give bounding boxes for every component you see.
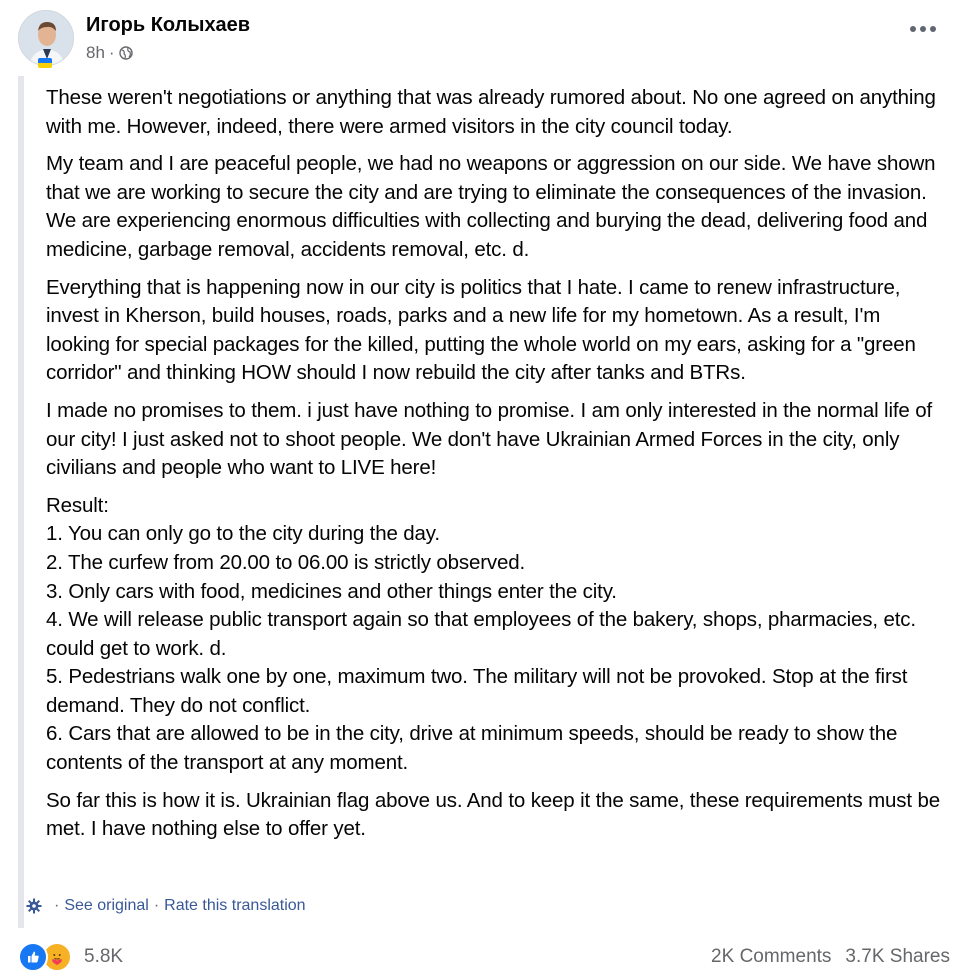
post-time[interactable]: 8h bbox=[86, 43, 105, 62]
list-item: 6. Cars that are allowed to be in the city, drive at minimum speeds, should be ready to show the contents of the transport at any moment. bbox=[46, 722, 898, 775]
more-options-icon[interactable] bbox=[910, 26, 936, 32]
result-list bbox=[46, 492, 940, 778]
post-stats bbox=[711, 946, 950, 968]
reaction-icons bbox=[18, 942, 72, 972]
author-name[interactable]: Игорь Колыхаев bbox=[86, 14, 251, 36]
closing-paragraph: So far this is how it is. Ukrainian flag above us. And to keep it the same, these requirements must be met. I have nothing else to offer yet. bbox=[46, 788, 940, 841]
separator-dot: · bbox=[108, 43, 115, 62]
comments-count[interactable]: 2K Comments bbox=[711, 946, 832, 967]
list-item: 2. The curfew from 20.00 to 06.00 is strictly observed. bbox=[46, 550, 526, 574]
ukraine-flag-icon bbox=[38, 58, 52, 68]
gear-icon[interactable] bbox=[26, 898, 42, 914]
list-item: 4. We will release public transport again so that employees of the bakery, shops, pharmacies, etc. could get to work. d. bbox=[46, 608, 916, 660]
paragraph-1: These weren't negotiations or anything that was already rumored about. No one agreed on anything with me. However, indeed, there were armed visitors in the city council today. bbox=[46, 86, 936, 138]
globe-icon bbox=[119, 46, 133, 60]
list-item: 5. Pedestrians walk one by one, maximum two. The military will not be provoked. Stop at the first demand. They do not conflict. bbox=[46, 665, 908, 717]
post-subline bbox=[86, 43, 250, 63]
translation-separator-dot: · bbox=[54, 897, 60, 914]
post-header bbox=[18, 10, 250, 70]
list-item: 3. Only cars with food, medicines and other things enter the city. bbox=[46, 579, 617, 603]
post-body bbox=[18, 76, 946, 928]
reaction-count: 5.8K bbox=[84, 946, 124, 967]
translation-separator-dot: · bbox=[153, 897, 160, 914]
result-heading: Result: bbox=[46, 493, 109, 517]
paragraph-2: My team and I are peaceful people, we had no weapons or aggression on our side. We have shown that we are working to secure the city and are trying to eliminate the consequences of the invasion. We are experiencing enormous difficulties with collecting and burying the dead, delivering food and medicine, garbage removal, accidents removal, etc. d. bbox=[46, 152, 936, 261]
list-item: 1. You can only go to the city during the day. bbox=[46, 522, 440, 546]
paragraph-3: Everything that is happening now in our city is politics that I hate. I came to renew infrastructure, invest in Kherson, build houses, roads, parks and a new life for my hometown. As a result, I'm looking for special packages for the killed, putting the whole world on my ears, asking for a "green corridor" and thinking HOW should I now rebuild the city after tanks and BTRs. bbox=[46, 275, 916, 385]
see-original-link[interactable]: See original bbox=[64, 897, 149, 914]
shares-count[interactable]: 3.7K Shares bbox=[845, 946, 950, 967]
post-footer bbox=[18, 940, 950, 974]
like-icon bbox=[18, 942, 48, 972]
translation-bar bbox=[26, 897, 306, 915]
post-meta bbox=[86, 13, 250, 63]
rate-translation-link[interactable]: Rate this translation bbox=[164, 897, 306, 914]
paragraph-4: I made no promises to them. i just have nothing to promise. I am only interested in the normal life of our city! I just asked not to shoot people. We don't have Ukrainian Armed Forces in the city, only civilians and people who want to LIVE here! bbox=[46, 398, 933, 480]
reactions-summary[interactable] bbox=[18, 942, 123, 972]
